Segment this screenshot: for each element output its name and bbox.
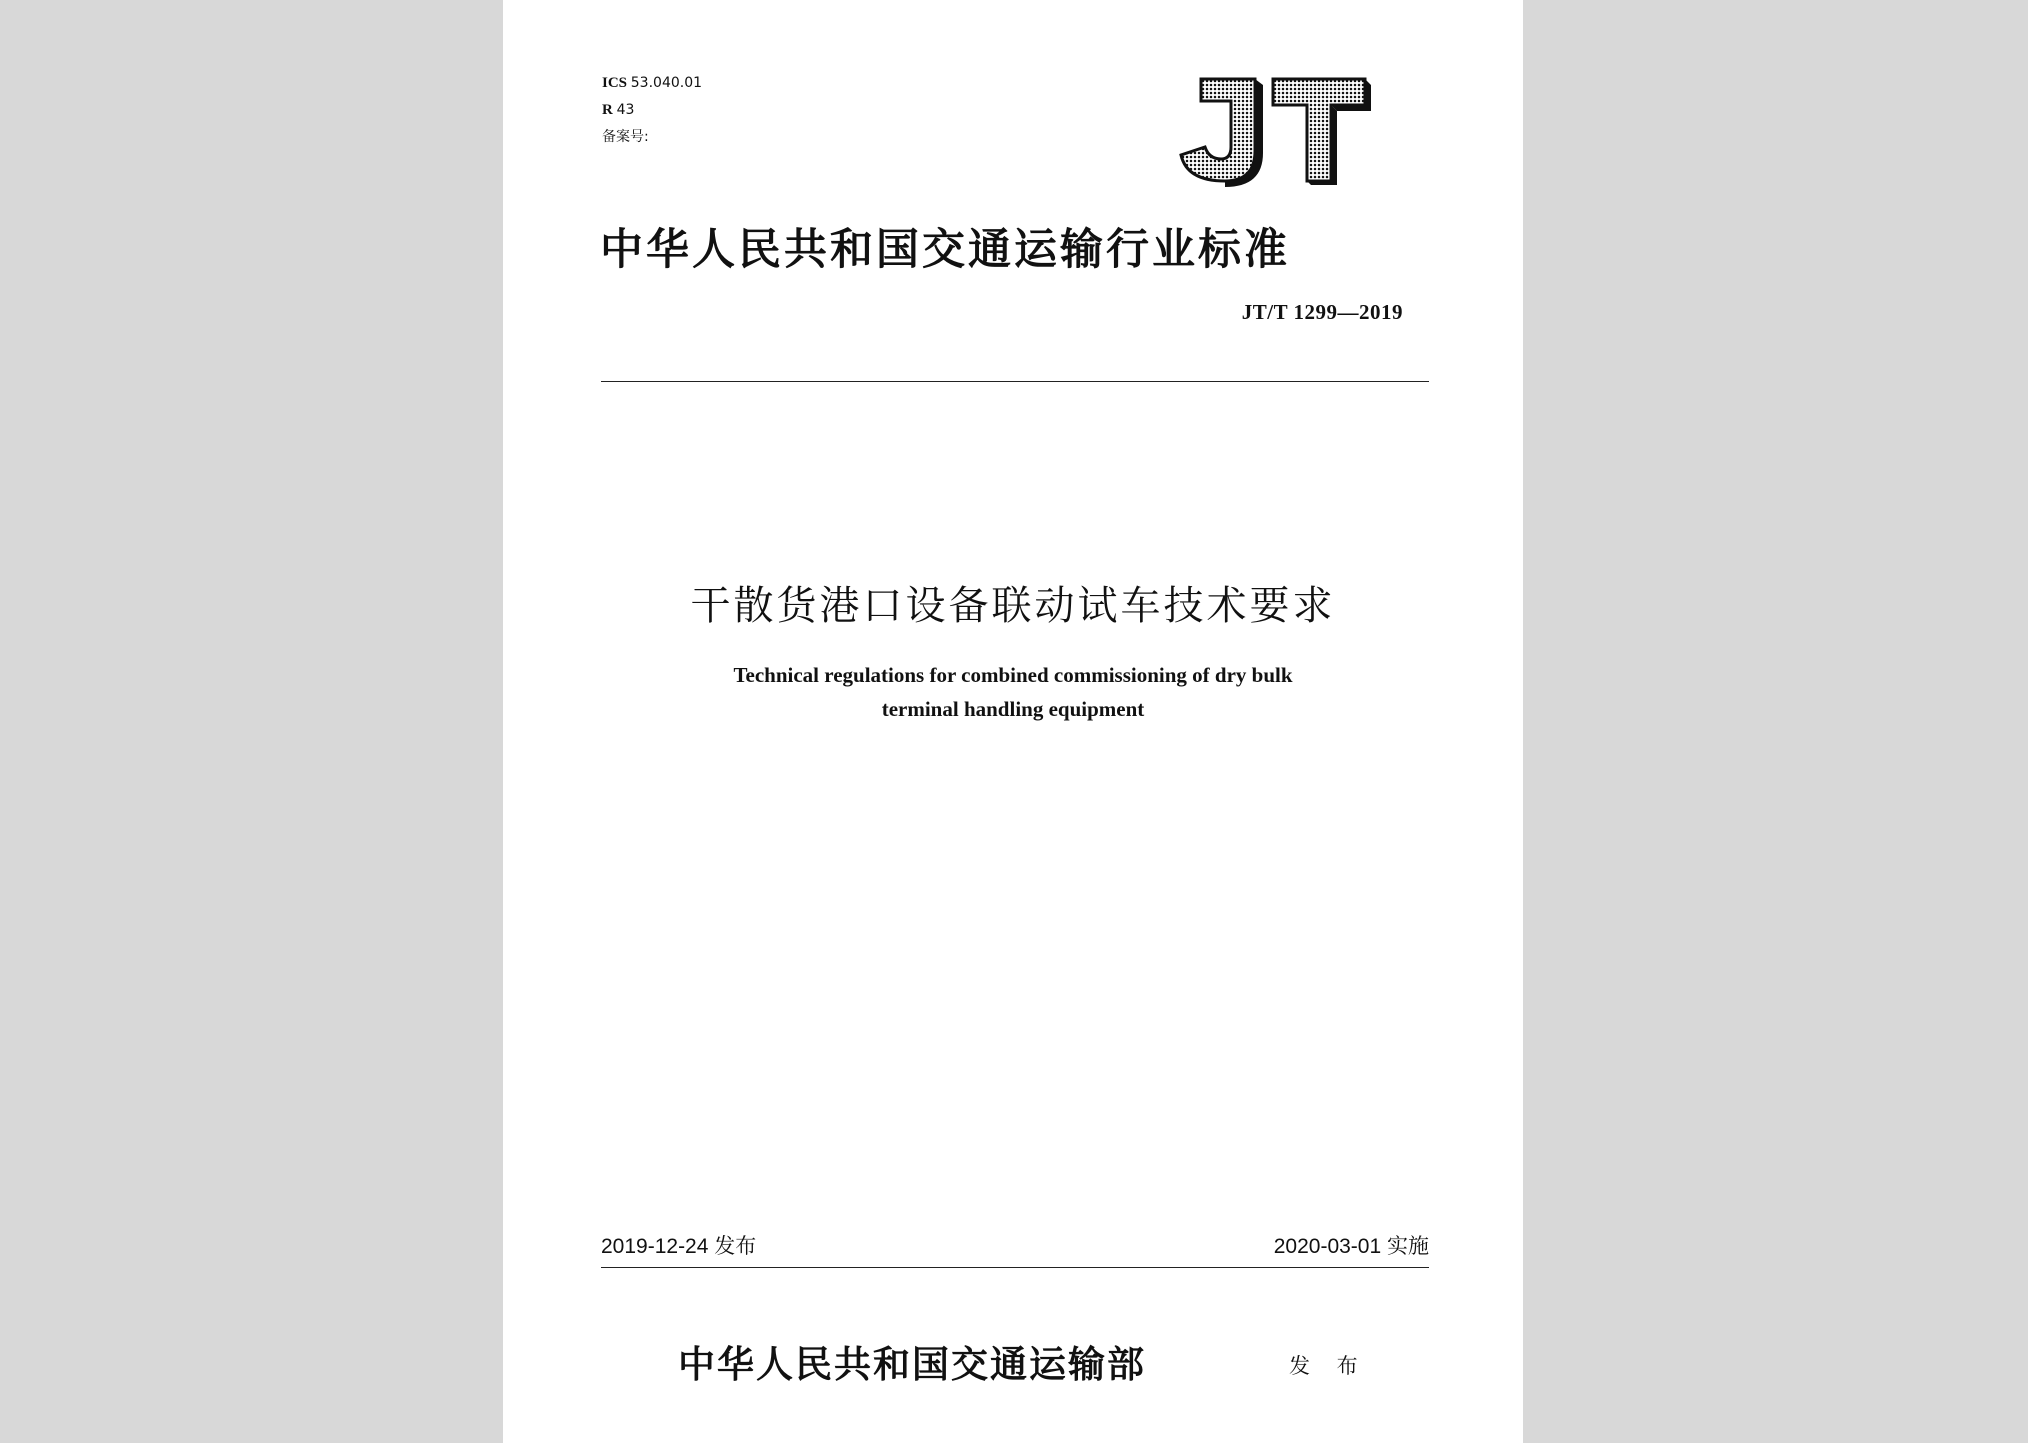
- jt-logo-icon: [1173, 75, 1373, 187]
- publisher-label: 发 布: [1289, 1354, 1368, 1378]
- document-title-en: [503, 658, 1523, 726]
- ics-value: 53.040.01: [630, 75, 703, 91]
- top-divider: [601, 381, 1429, 382]
- issue-date-label: 发布: [714, 1234, 757, 1258]
- bottom-divider: [601, 1267, 1429, 1268]
- standard-number: JT/T 1299—2019: [1241, 300, 1403, 324]
- implementation-date: [1274, 1230, 1429, 1260]
- r-label: R: [602, 102, 613, 118]
- issue-date: [601, 1230, 756, 1260]
- implementation-date-label: 实施: [1387, 1234, 1429, 1258]
- implementation-date-value: 2020-03-01: [1273, 1235, 1382, 1258]
- record-number-label: 备案号:: [602, 129, 649, 145]
- issue-date-value: 2019-12-24: [601, 1235, 709, 1258]
- industry-standard-title: 中华人民共和国交通运输行业标准: [600, 225, 1290, 275]
- ics-label: ICS: [602, 75, 628, 91]
- r-value: 43: [616, 102, 635, 118]
- title-en-line2: terminal handling equipment: [881, 697, 1145, 721]
- document-title-cn: 干散货港口设备联动试车技术要求: [690, 583, 1336, 629]
- document-page: [503, 0, 1523, 1443]
- classification-codes: [602, 70, 702, 151]
- publisher-name: 中华人民共和国交通运输部: [678, 1342, 1146, 1386]
- r-code: [602, 97, 702, 124]
- ics-code: [602, 70, 702, 97]
- title-en-line1: Technical regulations for combined commissioning of dry bulk: [733, 663, 1293, 687]
